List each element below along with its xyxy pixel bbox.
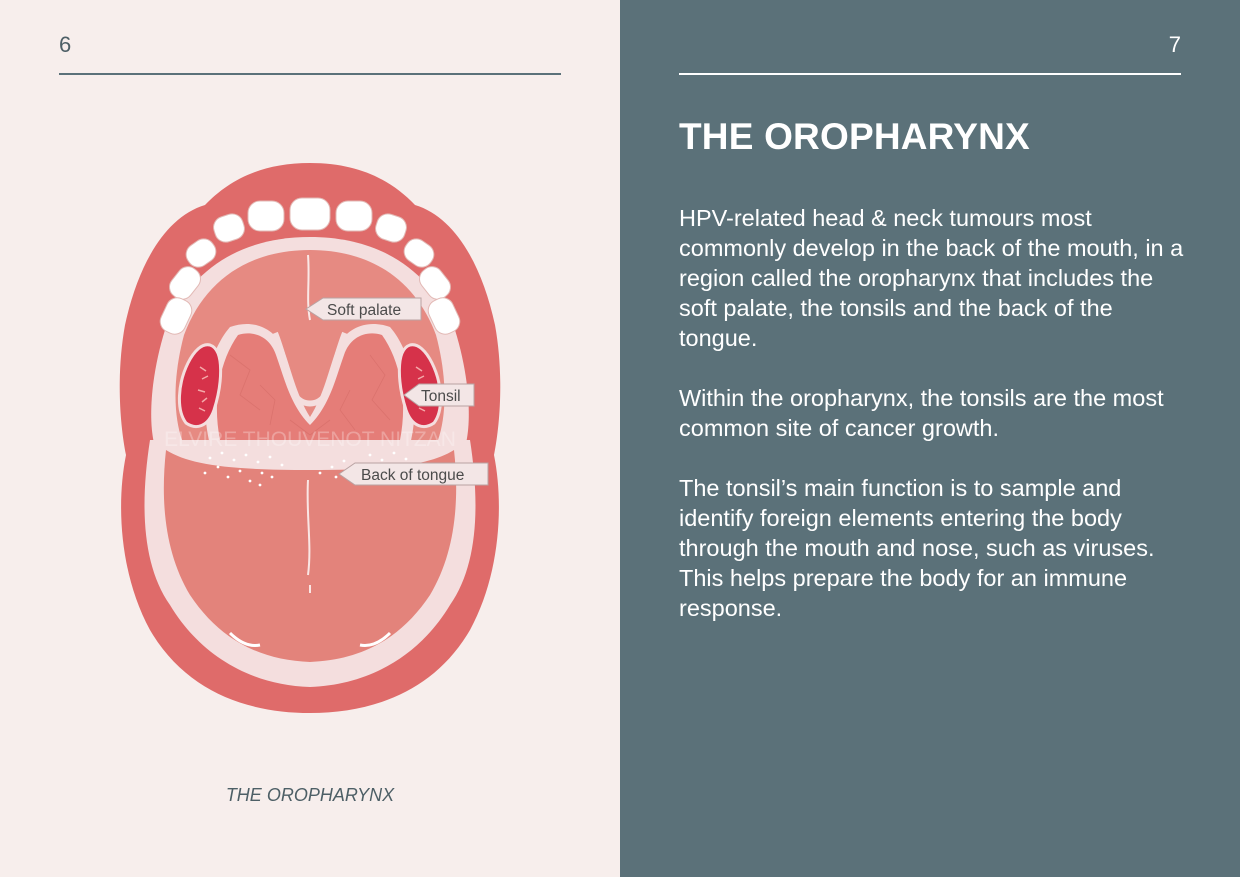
body-text: [679, 203, 1189, 653]
figure-caption: THE OROPHARYNX: [225, 785, 395, 805]
label-tonsil: [404, 384, 474, 406]
paragraph: Within the oropharynx, the tonsils are the most common site of cancer growth.: [679, 385, 1164, 441]
header-rule-left: [59, 73, 561, 75]
page-number-left: 6: [59, 32, 72, 57]
label-back-of-tongue: [339, 463, 488, 485]
paragraph: The tonsil’s main function is to sample and identify foreign elements entering the body through the mouth and nose, such as viruses. This helps prepare the body for an immune response.: [679, 475, 1155, 621]
label-soft-palate-text: Soft palate: [327, 302, 402, 319]
right-page: [620, 0, 1240, 877]
header-rule-right: [679, 73, 1181, 75]
paragraph: HPV-related head & neck tumours most commonly develop in the back of the mouth, in a region called the oropharynx that includes the soft palate, the tonsils and the back of the tongue.: [679, 205, 1184, 351]
illustration-watermark: ELVIRE THOUVENOT NITZAN: [164, 428, 456, 451]
page-title: THE OROPHARYNX: [679, 116, 1030, 157]
page-number-right: 7: [1168, 32, 1181, 57]
oropharynx-illustration: [110, 155, 510, 715]
label-back-of-tongue-text: Back of tongue: [361, 467, 465, 484]
label-tonsil-text: Tonsil: [421, 388, 461, 405]
label-soft-palate: [306, 298, 421, 320]
